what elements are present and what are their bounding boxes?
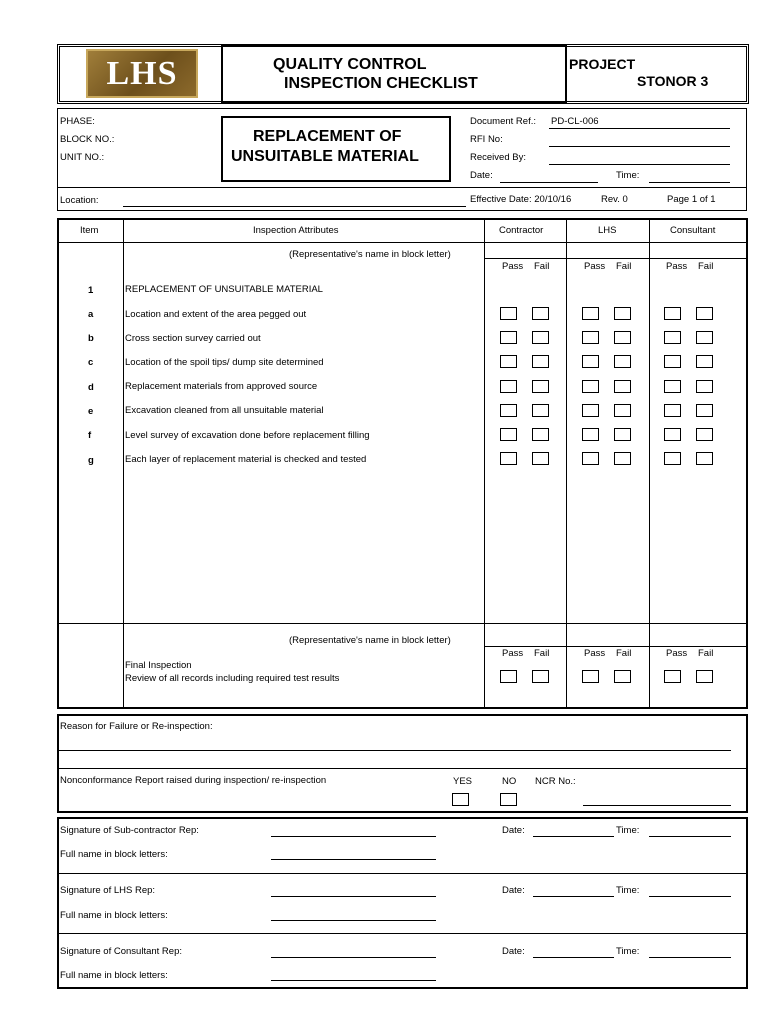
lhs-pass-checkbox[interactable] [582, 404, 599, 417]
lhs-pass-checkbox[interactable] [582, 355, 599, 368]
row-item: b [88, 333, 94, 344]
contractor-pass-checkbox[interactable] [500, 355, 517, 368]
contractor-pass-checkbox[interactable] [500, 404, 517, 417]
title-box [221, 45, 567, 103]
received-field[interactable] [549, 164, 730, 165]
consultant-fail-checkbox[interactable] [696, 380, 713, 393]
row-text: Replacement materials from approved source [125, 381, 318, 392]
fail-label: Fail [616, 261, 632, 272]
consultant-fail-checkbox[interactable] [696, 355, 713, 368]
contractor-pass-checkbox[interactable] [500, 331, 517, 344]
signature-field[interactable] [271, 836, 436, 837]
logo-text: LHS [106, 54, 178, 92]
lhs-fail-checkbox[interactable] [614, 307, 631, 320]
pass-label: Pass [666, 648, 688, 659]
signature-label: Signature of Consultant Rep: [60, 946, 182, 957]
pass-label: Pass [584, 261, 606, 272]
sig-date-label: Date: [502, 825, 525, 836]
row-text: REPLACEMENT OF UNSUITABLE MATERIAL [125, 284, 323, 295]
block-label: BLOCK NO.: [60, 134, 115, 145]
col-attributes: Inspection Attributes [253, 225, 339, 236]
yes-checkbox[interactable] [452, 793, 469, 806]
lhs-fail-checkbox[interactable] [614, 428, 631, 441]
sig-time-field[interactable] [649, 957, 731, 958]
page-number: Page 1 of 1 [667, 194, 716, 205]
fail-label: Fail [534, 648, 550, 659]
fullname-label: Full name in block letters: [60, 970, 168, 981]
consultant-fail-checkbox[interactable] [696, 428, 713, 441]
consultant-pass-checkbox[interactable] [664, 404, 681, 417]
consultant-fail-checkbox[interactable] [696, 307, 713, 320]
unit-label: UNIT NO.: [60, 152, 105, 163]
fullname-field[interactable] [271, 920, 436, 921]
signature-section [57, 817, 748, 989]
final-consultant-pass-checkbox[interactable] [664, 670, 681, 683]
lhs-fail-checkbox[interactable] [614, 331, 631, 344]
final-contractor-fail-checkbox[interactable] [532, 670, 549, 683]
yes-label: YES [453, 776, 473, 787]
rfi-label: RFI No: [470, 134, 503, 145]
sig-date-field[interactable] [533, 896, 614, 897]
rep-note: (Representative's name in block letter) [289, 249, 451, 260]
contractor-pass-checkbox[interactable] [500, 380, 517, 393]
lhs-fail-checkbox[interactable] [614, 355, 631, 368]
sig-time-label: Time: [616, 885, 640, 896]
title-line-2: INSPECTION CHECKLIST [284, 75, 478, 92]
fullname-label: Full name in block letters: [60, 910, 168, 921]
row-item: f [88, 430, 92, 441]
row-text: Cross section survey carried out [125, 333, 261, 344]
project-label: PROJECT [569, 56, 636, 72]
contractor-fail-checkbox[interactable] [532, 307, 549, 320]
sig-time-label: Time: [616, 825, 640, 836]
sig-date-field[interactable] [533, 836, 614, 837]
lhs-pass-checkbox[interactable] [582, 428, 599, 441]
row-item: d [88, 382, 94, 393]
consultant-pass-checkbox[interactable] [664, 331, 681, 344]
rfi-field[interactable] [549, 146, 730, 147]
effective-date: Effective Date: 20/10/16 [470, 194, 572, 205]
consultant-fail-checkbox[interactable] [696, 404, 713, 417]
final-lhs-fail-checkbox[interactable] [614, 670, 631, 683]
consultant-pass-checkbox[interactable] [664, 428, 681, 441]
consultant-pass-checkbox[interactable] [664, 452, 681, 465]
contractor-fail-checkbox[interactable] [532, 452, 549, 465]
col-consultant: Consultant [670, 225, 716, 236]
lhs-pass-checkbox[interactable] [582, 380, 599, 393]
fail-label: Fail [616, 648, 632, 659]
contractor-fail-checkbox[interactable] [532, 404, 549, 417]
subject-line-1: REPLACEMENT OF [253, 128, 402, 145]
consultant-fail-checkbox[interactable] [696, 331, 713, 344]
lhs-fail-checkbox[interactable] [614, 404, 631, 417]
lhs-fail-checkbox[interactable] [614, 452, 631, 465]
sig-time-field[interactable] [649, 896, 731, 897]
fullname-field[interactable] [271, 980, 436, 981]
location-label: Location: [60, 195, 99, 206]
contractor-fail-checkbox[interactable] [532, 428, 549, 441]
lhs-pass-checkbox[interactable] [582, 452, 599, 465]
sig-date-label: Date: [502, 885, 525, 896]
consultant-pass-checkbox[interactable] [664, 380, 681, 393]
signature-label: Signature of Sub-contractor Rep: [60, 825, 199, 836]
row-item: e [88, 406, 94, 417]
final-lhs-pass-checkbox[interactable] [582, 670, 599, 683]
docref-label: Document Ref.: [470, 116, 536, 127]
col-lhs: LHS [598, 225, 617, 236]
docref-value: PD-CL-006 [551, 116, 599, 127]
sig-date-label: Date: [502, 946, 525, 957]
consultant-pass-checkbox[interactable] [664, 307, 681, 320]
time-field[interactable] [649, 182, 730, 183]
lhs-pass-checkbox[interactable] [582, 331, 599, 344]
rep-note: (Representative's name in block letter) [289, 635, 451, 646]
col-item: Item [80, 225, 99, 236]
sig-time-field[interactable] [649, 836, 731, 837]
contractor-fail-checkbox[interactable] [532, 355, 549, 368]
row-item: 1 [88, 285, 94, 296]
project-name: STONOR 3 [637, 73, 709, 89]
row-text: Excavation cleaned from all unsuitable material [125, 405, 324, 416]
contractor-fail-checkbox[interactable] [532, 380, 549, 393]
received-label: Received By: [470, 152, 526, 163]
date-label: Date: [470, 170, 493, 181]
revision: Rev. 0 [601, 194, 628, 205]
subject-line-2: UNSUITABLE MATERIAL [231, 148, 419, 165]
col-contractor: Contractor [499, 225, 544, 236]
location-field[interactable] [123, 206, 466, 207]
lhs-pass-checkbox[interactable] [582, 307, 599, 320]
final-inspection-desc: Review of all records including required test results [125, 673, 340, 684]
pass-label: Pass [502, 648, 524, 659]
fail-label: Fail [534, 261, 550, 272]
fail-label: Fail [698, 648, 714, 659]
row-text: Location of the spoil tips/ dump site determined [125, 357, 324, 368]
sig-date-field[interactable] [533, 957, 614, 958]
ncr-no-field[interactable] [583, 805, 731, 806]
reason-field[interactable] [59, 750, 731, 751]
signature-field[interactable] [271, 957, 436, 958]
contractor-pass-checkbox[interactable] [500, 452, 517, 465]
lhs-fail-checkbox[interactable] [614, 380, 631, 393]
final-contractor-pass-checkbox[interactable] [500, 670, 517, 683]
title-line-1: QUALITY CONTROL [273, 56, 427, 73]
fail-label: Fail [698, 261, 714, 272]
row-text: Level survey of excavation done before replacement filling [125, 430, 370, 441]
row-item: c [88, 357, 94, 368]
reason-label: Reason for Failure or Re-inspection: [60, 721, 213, 732]
pass-label: Pass [502, 261, 524, 272]
sig-time-label: Time: [616, 946, 640, 957]
signature-field[interactable] [271, 896, 436, 897]
logo [86, 49, 198, 98]
fullname-label: Full name in block letters: [60, 849, 168, 860]
row-item: g [88, 455, 94, 466]
contractor-pass-checkbox[interactable] [500, 307, 517, 320]
pass-label: Pass [666, 261, 688, 272]
signature-label: Signature of LHS Rep: [60, 885, 156, 896]
row-item: a [88, 309, 94, 320]
ncr-no-label: NCR No.: [535, 776, 576, 787]
consultant-pass-checkbox[interactable] [664, 355, 681, 368]
final-inspection-label: Final Inspection [125, 660, 192, 671]
phase-label: PHASE: [60, 116, 95, 127]
ncr-question: Nonconformance Report raised during inspection/ re-inspection [60, 775, 327, 786]
date-field[interactable] [500, 182, 598, 183]
fullname-field[interactable] [271, 859, 436, 860]
row-text: Each layer of replacement material is checked and tested [125, 454, 367, 465]
consultant-fail-checkbox[interactable] [696, 452, 713, 465]
final-consultant-fail-checkbox[interactable] [696, 670, 713, 683]
pass-label: Pass [584, 648, 606, 659]
contractor-fail-checkbox[interactable] [532, 331, 549, 344]
no-label: NO [502, 776, 517, 787]
time-label: Time: [616, 170, 640, 181]
row-text: Location and extent of the area pegged out [125, 309, 307, 320]
no-checkbox[interactable] [500, 793, 517, 806]
contractor-pass-checkbox[interactable] [500, 428, 517, 441]
